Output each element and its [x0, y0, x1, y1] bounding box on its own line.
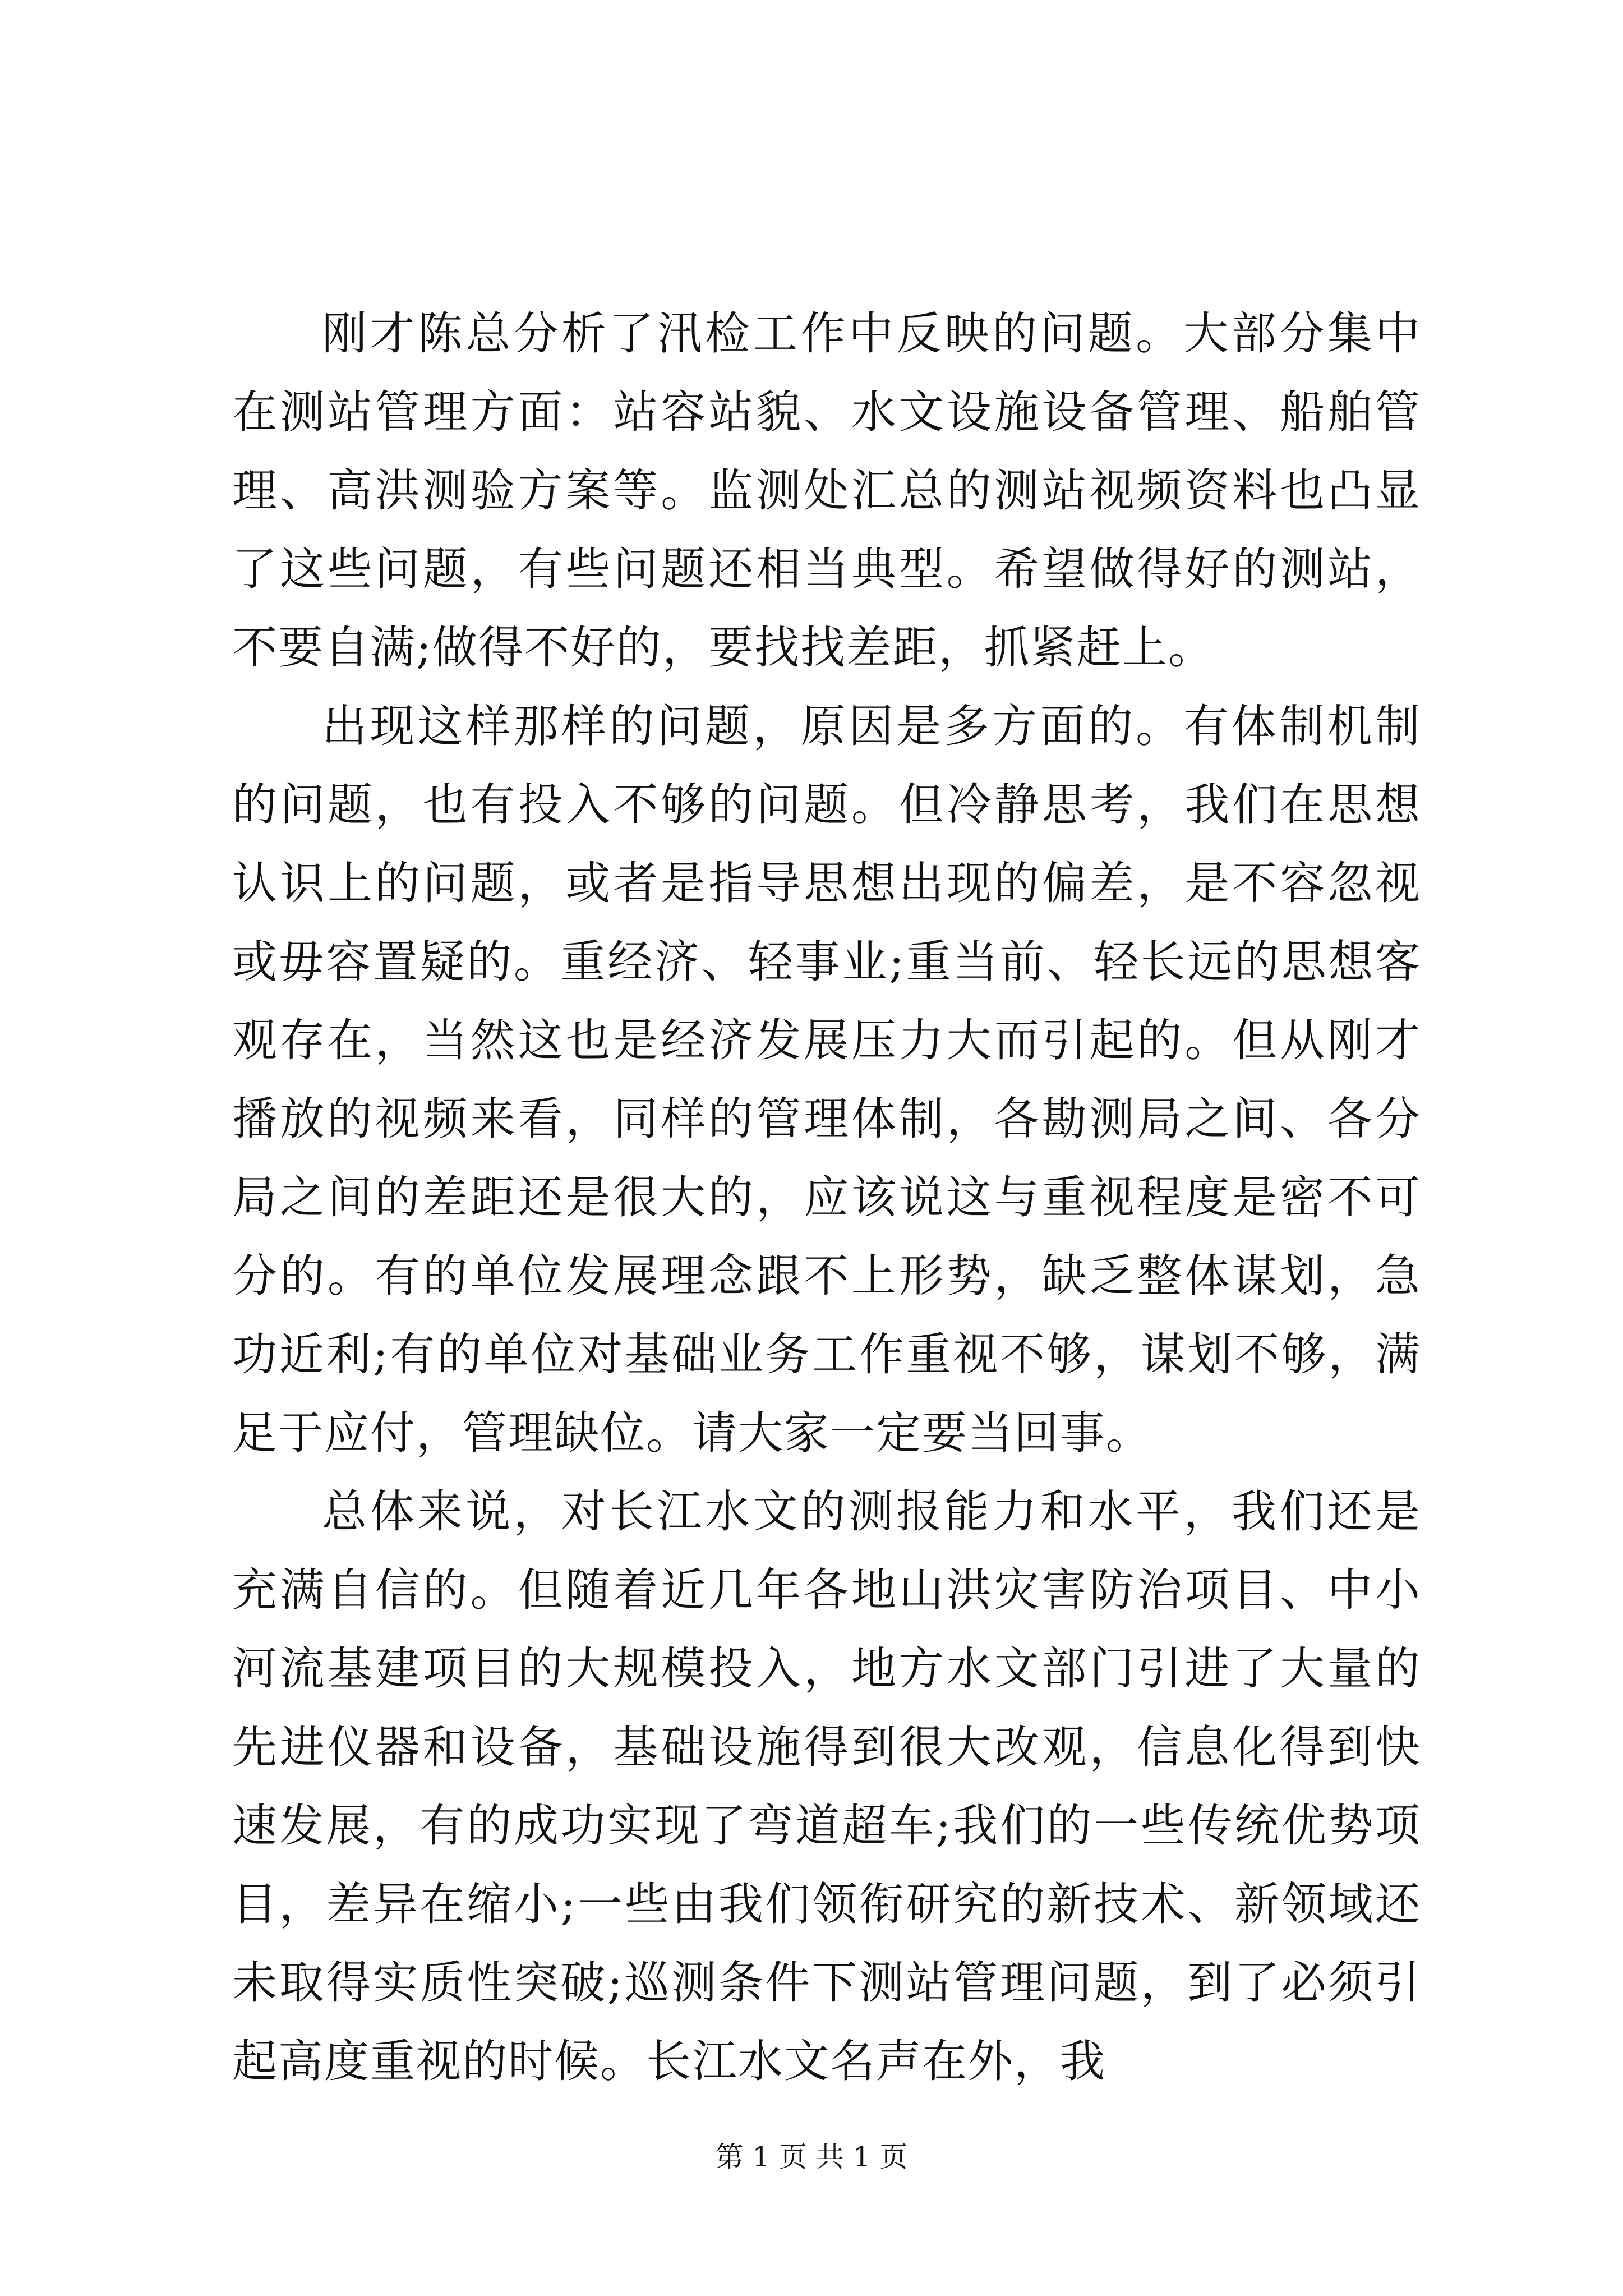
paragraph-1: 刚才陈总分析了汛检工作中反映的问题。大部分集中在测站管理方面：站容站貌、水文设施设备管理、船舶管理、高洪测验方案等。监测处汇总的测站视频资料也凸显了这些问题，有些问题还相当典型。希望做得好的测站，不要自满;做得不好的，要找找差距，抓紧赶上。 — [232, 307, 1421, 674]
paragraph-3: 总体来说，对长江水文的测报能力和水平，我们还是充满自信的。但随着近几年各地山洪灾害防治项目、中小河流基建项目的大规模投入，地方水文部门引进了大量的先进仪器和设备，基础设施得到很大改观，信息化得到快速发展，有的成功实现了弯道超车;我们的一些传统优势项目，差异在缩小;一些由我们领衔研究的新技术、新领域还未取得实质性突破;巡测条件下测站管理问题，到了必须引起高度重视的时候。长江水文名声在外，我 — [232, 1485, 1421, 2087]
paragraph-2: 出现这样那样的问题，原因是多方面的。有体制机制的问题，也有投入不够的问题。但冷静思考，我们在思想认识上的问题，或者是指导思想出现的偏差，是不容忽视或毋容置疑的。重经济、轻事业;重当前、轻长远的思想客观存在，当然这也是经济发展压力大而引起的。但从刚才播放的视频来看，同样的管理体制，各勘测局之间、各分局之间的差距还是很大的，应该说这与重视程度是密不可分的。有的单位发展理念跟不上形势，缺乏整体谋划，急功近利;有的单位对基础业务工作重视不够，谋划不够，满足于应付，管理缺位。请大家一定要当回事。 — [232, 700, 1421, 1459]
document-body — [232, 295, 1421, 2101]
page-footer: 第 1 页 共 1 页 — [715, 2141, 908, 2173]
